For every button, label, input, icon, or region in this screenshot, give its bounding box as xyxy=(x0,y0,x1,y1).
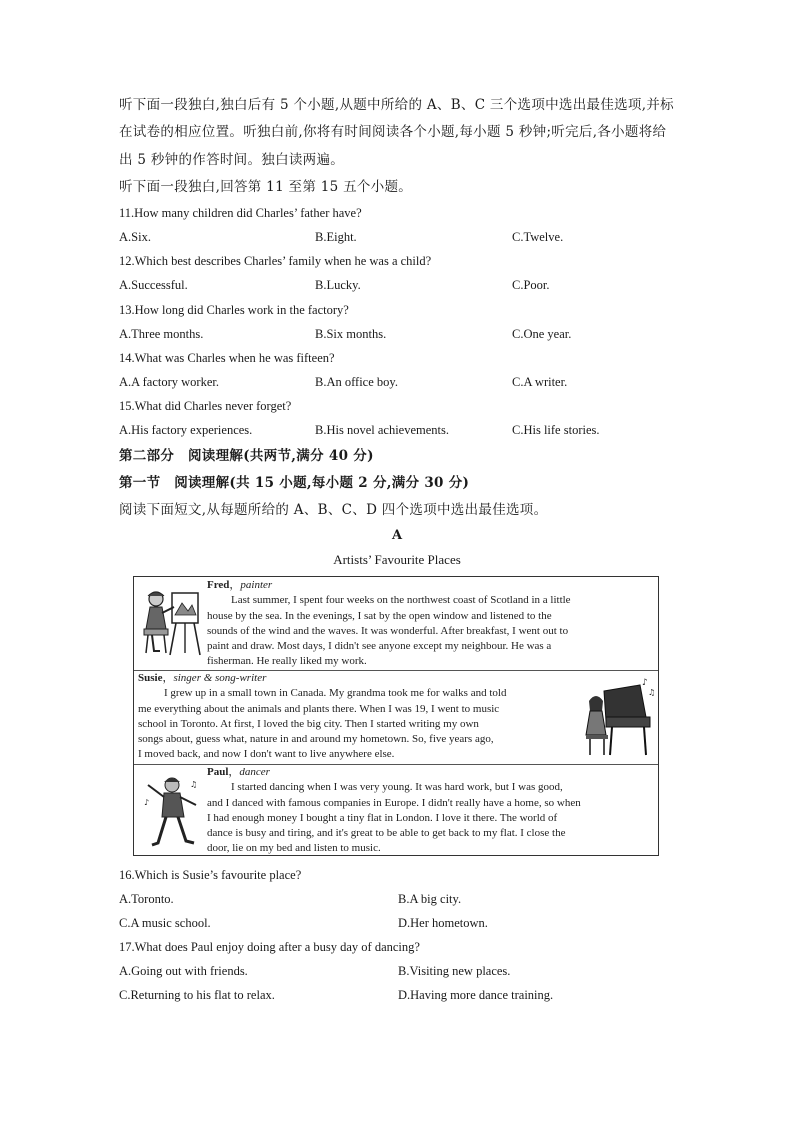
part2-heading: 第二部分 阅读理解(共两节,满分 40 分) xyxy=(119,448,374,464)
q17-option-d: D.Having more dance training. xyxy=(398,988,554,1002)
passage-box xyxy=(133,576,659,856)
q15-option-a: A.His factory experiences. xyxy=(119,423,253,437)
section1-heading: 第一节 阅读理解(共 15 小题,每小题 2 分,满分 30 分) xyxy=(119,475,470,491)
question-13: 13.How long did Charles work in the factory? xyxy=(119,303,349,317)
q14-option-a: A.A factory worker. xyxy=(119,375,219,389)
instruction-line-2: 在试卷的相应位置。听独白前,你将有时间阅读各个小题,每小题 5 秒钟;听完后,各小题将给 xyxy=(119,124,667,140)
question-15: 15.What did Charles never forget? xyxy=(119,399,292,413)
q14-option-b: B.An office boy. xyxy=(315,375,398,389)
susie-role: singer & song-writer xyxy=(173,672,267,684)
q13-option-a: A.Three months. xyxy=(119,327,204,341)
fred-line-4: paint and draw. Most days, I didn't see anyone except my neighbour. He was a xyxy=(207,640,552,652)
fred-line-5: fisherman. He really liked my work. xyxy=(207,655,367,667)
passage-title: Artists’ Favourite Places xyxy=(333,552,461,567)
svg-text:♪: ♪ xyxy=(144,798,150,807)
reading-direction: 阅读下面短文,从每题所给的 A、B、C、D 四个选项中选出最佳选项。 xyxy=(119,502,548,518)
fred-line-1: Last summer, I spent four weeks on the northwest coast of Scotland in a little xyxy=(231,594,571,606)
q13-option-c: C.One year. xyxy=(512,327,572,341)
svg-text:♪: ♪ xyxy=(642,678,648,688)
instruction-line-4: 听下面一段独白,回答第 11 至第 15 五个小题。 xyxy=(119,179,413,195)
paul-name: Paul xyxy=(207,766,229,778)
q13-option-b: B.Six months. xyxy=(315,327,387,341)
q12-option-b: B.Lucky. xyxy=(315,278,361,292)
fred-name: Fred xyxy=(207,579,230,591)
dancer-icon xyxy=(144,773,204,849)
instruction-line-1: 听下面一段独白,独白后有 5 个小题,从题中所给的 A、B、C 三个选项中选出最佳选项,并标 xyxy=(119,97,674,113)
q16-option-b: B.A big city. xyxy=(398,892,462,906)
q17-option-a: A.Going out with friends. xyxy=(119,964,248,978)
q16-option-a: A.Toronto. xyxy=(119,892,174,906)
q11-option-c: C.Twelve. xyxy=(512,230,564,244)
paul-line-2: and I danced with famous companies in Europe. I didn't really have a home, so when xyxy=(207,797,581,809)
q15-option-b: B.His novel achievements. xyxy=(315,423,449,437)
svg-text:♫: ♫ xyxy=(190,780,198,789)
painter-icon xyxy=(140,583,204,657)
question-17: 17.What does Paul enjoy doing after a busy day of dancing? xyxy=(119,940,420,954)
instruction-line-3: 出 5 秒钟的作答时间。独白读两遍。 xyxy=(119,152,345,168)
fred-section xyxy=(134,577,658,670)
piano-icon xyxy=(582,677,656,759)
fred-role: painter xyxy=(240,579,273,591)
question-16: 16.Which is Susie’s favourite place? xyxy=(119,868,302,882)
susie-section xyxy=(134,671,658,764)
paul-role: dancer xyxy=(239,766,270,778)
susie-name: Susie xyxy=(138,672,163,684)
q15-option-c: C.His life stories. xyxy=(512,423,600,437)
paul-line-5: door, lie on my bed and listen to music. xyxy=(207,842,381,854)
susie-line-5: I moved back, and now I don't want to live anywhere else. xyxy=(138,748,395,760)
q16-option-d: D.Her hometown. xyxy=(398,916,488,930)
susie-line-1: I grew up in a small town in Canada. My grandma took me for walks and told xyxy=(164,687,507,699)
paul-section xyxy=(134,765,658,855)
q12-option-a: A.Successful. xyxy=(119,278,188,292)
paul-line-3: I had enough money I bought a tiny flat in London. I love it there. The world of xyxy=(207,812,558,824)
q16-option-c: C.A music school. xyxy=(119,916,211,930)
paul-line-1: I started dancing when I was very young. It was hard work, but I was good, xyxy=(231,781,563,793)
q11-option-b: B.Eight. xyxy=(315,230,357,244)
question-12: 12.Which best describes Charles’ family when he was a child? xyxy=(119,254,432,268)
susie-header: Susie，singer & song-writer xyxy=(138,672,267,684)
paul-header: Paul，dancer xyxy=(207,766,270,778)
fred-line-2: house by the sea. In the evenings, I sat by the open window and listened to the xyxy=(207,610,552,622)
q12-option-c: C.Poor. xyxy=(512,278,550,292)
q17-option-b: B.Visiting new places. xyxy=(398,964,511,978)
susie-line-3: school in Toronto. At first, I loved the big city. Then I started writing my own xyxy=(138,718,479,730)
passage-letter: A xyxy=(391,528,403,543)
susie-line-2: me everything about the animals and plants there. When I was 19, I went to music xyxy=(138,703,500,715)
q17-option-c: C.Returning to his flat to relax. xyxy=(119,988,275,1002)
paul-line-4: dance is busy and tiring, and it's great to be able to get back to my flat. I close the xyxy=(207,827,566,839)
susie-line-4: songs about, guess what, nature in and around my hometown. So, five years ago, xyxy=(138,733,494,745)
q14-option-c: C.A writer. xyxy=(512,375,568,389)
question-11: 11.How many children did Charles’ father have? xyxy=(119,206,362,220)
q11-option-a: A.Six. xyxy=(119,230,151,244)
fred-header: Fred，painter xyxy=(207,579,273,591)
question-14: 14.What was Charles when he was fifteen? xyxy=(119,351,335,365)
svg-text:♫: ♫ xyxy=(648,688,656,697)
fred-line-3: sounds of the wind and the waves. It was wonderful. After breakfast, I went out to xyxy=(207,625,569,637)
